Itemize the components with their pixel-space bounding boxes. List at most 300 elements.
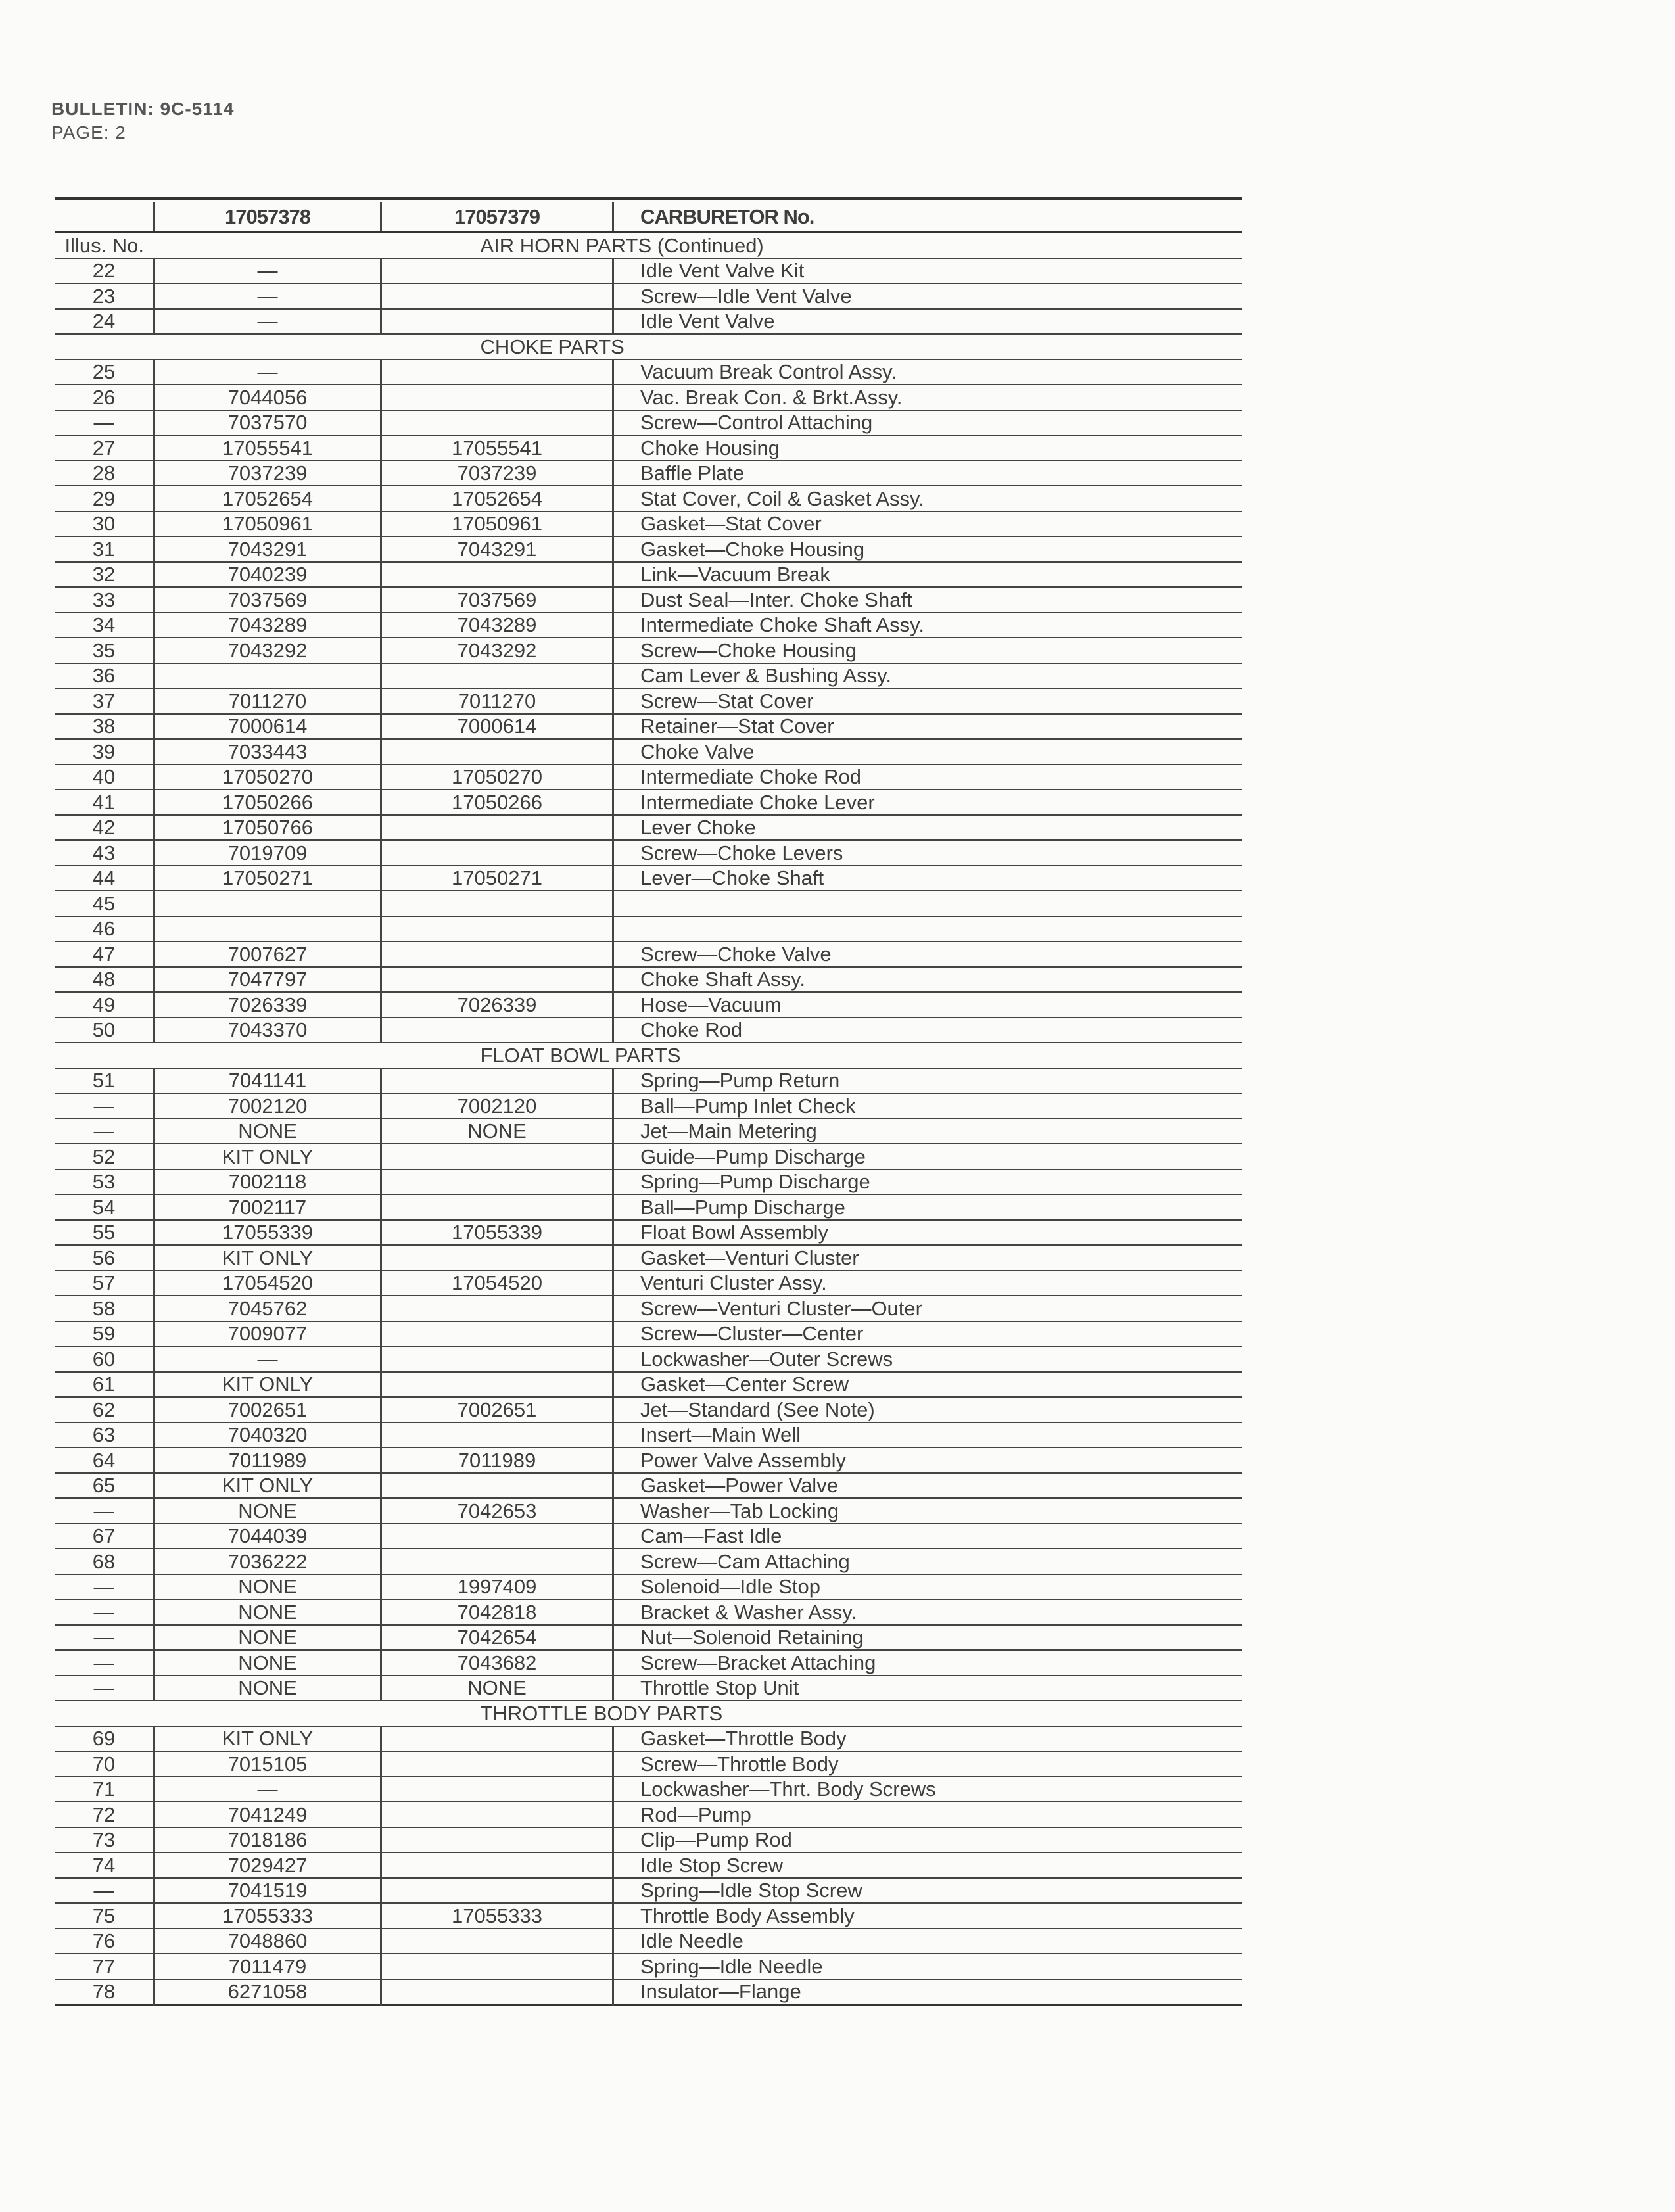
illus-no-cell: 41 [55, 789, 154, 815]
table-row [55, 992, 1242, 1018]
part-number-2-cell [381, 840, 613, 866]
table-row [55, 1574, 1242, 1600]
description-cell: Jet—Main Metering [613, 1119, 1242, 1144]
table-row [55, 587, 1242, 613]
part-number-2-cell [381, 1878, 613, 1904]
illus-no-cell: 78 [55, 1979, 154, 2005]
illus-no-cell: 44 [55, 866, 154, 891]
part-number-1-cell: 7000614 [154, 714, 381, 740]
illus-no-cell: 46 [55, 916, 154, 942]
part-number-1-cell: — [154, 360, 381, 385]
illus-no-cell: 25 [55, 360, 154, 385]
table-row [55, 1271, 1242, 1296]
table-row [55, 1903, 1242, 1929]
illus-no-cell: 56 [55, 1245, 154, 1271]
table-row [55, 511, 1242, 537]
part-number-2-cell [381, 309, 613, 335]
part-number-1-cell: 7002117 [154, 1194, 381, 1220]
illus-no-cell: 48 [55, 967, 154, 993]
table-row [55, 1018, 1242, 1043]
illus-no-cell: 65 [55, 1473, 154, 1499]
illus-no-cell [55, 1701, 154, 1726]
description-cell: Screw—Choke Levers [613, 840, 1242, 866]
table-row [55, 536, 1242, 562]
part-number-2-cell [381, 1372, 613, 1398]
description-cell: Screw—Bracket Attaching [613, 1650, 1242, 1676]
illus-no-cell: 70 [55, 1751, 154, 1777]
illus-no-cell: — [55, 1676, 154, 1701]
table-row [55, 1929, 1242, 1954]
illus-no-cell: 26 [55, 385, 154, 410]
description-cell: Lockwasher—Thrt. Body Screws [613, 1777, 1242, 1802]
section-header-row [55, 1701, 1242, 1726]
parts-table [55, 202, 1242, 2006]
description-cell: Screw—Choke Valve [613, 941, 1242, 967]
part-number-1-cell: 7011270 [154, 688, 381, 714]
part-number-1-cell: 7043289 [154, 613, 381, 638]
table-row [55, 663, 1242, 689]
part-number-1-cell: 7044039 [154, 1524, 381, 1549]
part-number-2-cell: 17052654 [381, 486, 613, 511]
table-row [55, 1296, 1242, 1321]
part-number-1-cell: 7019709 [154, 840, 381, 866]
part-number-2-cell [381, 1068, 613, 1094]
part-number-2-cell [381, 1524, 613, 1549]
description-cell: Intermediate Choke Rod [613, 765, 1242, 790]
section-title: FLOAT BOWL PARTS [154, 1043, 1242, 1068]
part-number-1-cell: 7011479 [154, 1954, 381, 1979]
illus-no-cell: 64 [55, 1447, 154, 1473]
description-cell: Throttle Stop Unit [613, 1676, 1242, 1701]
illus-no-cell: 32 [55, 562, 154, 588]
column-header-row [55, 202, 1242, 233]
part-number-2-cell [381, 1296, 613, 1321]
part-number-2-cell: 17050961 [381, 511, 613, 537]
table-row [55, 1321, 1242, 1347]
part-number-2-cell [381, 739, 613, 765]
section-header-row [55, 1043, 1242, 1068]
carburetor-1-number: 17057378 [154, 202, 381, 233]
part-number-2-cell: 17050266 [381, 789, 613, 815]
table-row [55, 840, 1242, 866]
table-row [55, 1068, 1242, 1094]
illus-no-cell: 77 [55, 1954, 154, 1979]
part-number-2-cell: 7043682 [381, 1650, 613, 1676]
part-number-2-cell: 7043292 [381, 638, 613, 663]
part-number-1-cell [154, 891, 381, 916]
table-row [55, 1194, 1242, 1220]
part-number-1-cell: 17054520 [154, 1271, 381, 1296]
illus-no-cell: — [55, 1878, 154, 1904]
part-number-1-cell: 7011989 [154, 1447, 381, 1473]
part-number-2-cell: 17054520 [381, 1271, 613, 1296]
table-row [55, 891, 1242, 916]
part-number-1-cell: 17050270 [154, 765, 381, 790]
part-number-1-cell: KIT ONLY [154, 1245, 381, 1271]
bulletin-number: BULLETIN: 9C-5114 [51, 99, 235, 119]
part-number-2-cell [381, 891, 613, 916]
part-number-1-cell: NONE [154, 1650, 381, 1676]
section-title: CHOKE PARTS [154, 334, 1242, 360]
part-number-2-cell [381, 1346, 613, 1372]
description-cell: Link—Vacuum Break [613, 562, 1242, 588]
part-number-2-cell: 7042654 [381, 1625, 613, 1651]
part-number-1-cell: 7036222 [154, 1549, 381, 1574]
illus-no-cell: 60 [55, 1346, 154, 1372]
part-number-1-cell: 7047797 [154, 967, 381, 993]
illus-no-cell: 33 [55, 587, 154, 613]
part-number-1-cell: 7044056 [154, 385, 381, 410]
illus-no-cell: 45 [55, 891, 154, 916]
description-cell: Lever Choke [613, 815, 1242, 841]
description-cell: Screw—Venturi Cluster—Outer [613, 1296, 1242, 1321]
part-number-1-cell: 7015105 [154, 1751, 381, 1777]
description-cell: Idle Vent Valve Kit [613, 258, 1242, 284]
part-number-1-cell [154, 663, 381, 689]
illus-no-cell: — [55, 1625, 154, 1651]
part-number-1-cell: 7026339 [154, 992, 381, 1018]
part-number-2-cell [381, 1549, 613, 1574]
illus-no-cell: — [55, 1574, 154, 1600]
part-number-1-cell: 17050766 [154, 815, 381, 841]
part-number-1-cell: NONE [154, 1574, 381, 1600]
table-row [55, 1954, 1242, 1979]
part-number-1-cell: NONE [154, 1676, 381, 1701]
description-cell: Intermediate Choke Lever [613, 789, 1242, 815]
part-number-2-cell [381, 1852, 613, 1878]
illus-no-cell: 31 [55, 536, 154, 562]
part-number-2-cell [381, 815, 613, 841]
table-row [55, 1599, 1242, 1625]
part-number-2-cell [381, 1473, 613, 1499]
part-number-2-cell: 17050271 [381, 866, 613, 891]
part-number-2-cell [381, 1245, 613, 1271]
part-number-1-cell: 7002651 [154, 1397, 381, 1423]
illus-no-cell: 27 [55, 435, 154, 461]
description-cell: Washer—Tab Locking [613, 1498, 1242, 1524]
description-cell: Clip—Pump Rod [613, 1827, 1242, 1853]
part-number-1-cell: NONE [154, 1599, 381, 1625]
part-number-1-cell: 17055541 [154, 435, 381, 461]
part-number-2-cell: 7002651 [381, 1397, 613, 1423]
illus-no-cell: 34 [55, 613, 154, 638]
part-number-2-cell [381, 1802, 613, 1827]
table-row [55, 258, 1242, 284]
part-number-2-cell [381, 385, 613, 410]
description-cell: Screw—Stat Cover [613, 688, 1242, 714]
part-number-1-cell: KIT ONLY [154, 1473, 381, 1499]
description-cell: Baffle Plate [613, 461, 1242, 486]
part-number-2-cell: 17055541 [381, 435, 613, 461]
part-number-2-cell: 7043291 [381, 536, 613, 562]
illus-no-cell: 63 [55, 1423, 154, 1448]
description-cell: Vacuum Break Control Assy. [613, 360, 1242, 385]
part-number-1-cell: 7041519 [154, 1878, 381, 1904]
part-number-1-cell: 7048860 [154, 1929, 381, 1954]
table-row [55, 815, 1242, 841]
table-row [55, 613, 1242, 638]
part-number-2-cell: 7037239 [381, 461, 613, 486]
illus-no-cell: 75 [55, 1903, 154, 1929]
part-number-2-cell: 7026339 [381, 992, 613, 1018]
description-cell: Spring—Idle Needle [613, 1954, 1242, 1979]
description-cell: Vac. Break Con. & Brkt.Assy. [613, 385, 1242, 410]
illus-no-cell: 76 [55, 1929, 154, 1954]
part-number-2-cell: 7042818 [381, 1599, 613, 1625]
part-number-1-cell: 7037569 [154, 587, 381, 613]
part-number-2-cell: NONE [381, 1119, 613, 1144]
illus-no-cell: 58 [55, 1296, 154, 1321]
description-cell: Spring—Pump Return [613, 1068, 1242, 1094]
illus-no-cell: 36 [55, 663, 154, 689]
part-number-2-cell: 17055333 [381, 1903, 613, 1929]
part-number-1-cell: — [154, 1777, 381, 1802]
description-cell: Screw—Cluster—Center [613, 1321, 1242, 1347]
part-number-2-cell: NONE [381, 1676, 613, 1701]
part-number-1-cell: — [154, 283, 381, 309]
part-number-2-cell [381, 1954, 613, 1979]
part-number-1-cell: — [154, 1346, 381, 1372]
part-number-1-cell: KIT ONLY [154, 1144, 381, 1169]
illus-no-cell: 37 [55, 688, 154, 714]
description-cell: Screw—Control Attaching [613, 410, 1242, 436]
carburetor-label: CARBURETOR No. [613, 202, 1242, 233]
header-blank-cell [55, 202, 154, 233]
part-number-1-cell: 7043291 [154, 536, 381, 562]
part-number-2-cell [381, 1929, 613, 1954]
illus-no-cell: 23 [55, 283, 154, 309]
illus-no-cell: 51 [55, 1068, 154, 1094]
table-row [55, 410, 1242, 436]
illus-no-cell: 52 [55, 1144, 154, 1169]
illus-no-cell: 40 [55, 765, 154, 790]
part-number-2-cell [381, 967, 613, 993]
illus-no-cell: — [55, 1498, 154, 1524]
part-number-1-cell: 17050266 [154, 789, 381, 815]
illus-no-cell: 61 [55, 1372, 154, 1398]
description-cell: Venturi Cluster Assy. [613, 1271, 1242, 1296]
part-number-1-cell: 7009077 [154, 1321, 381, 1347]
table-row [55, 1245, 1242, 1271]
part-number-2-cell: 7011270 [381, 688, 613, 714]
illus-no-cell: 35 [55, 638, 154, 663]
table-row [55, 1524, 1242, 1549]
table-row [55, 714, 1242, 740]
description-cell: Screw—Throttle Body [613, 1751, 1242, 1777]
part-number-2-cell [381, 941, 613, 967]
table-row [55, 765, 1242, 790]
part-number-1-cell: — [154, 309, 381, 335]
part-number-1-cell: 7033443 [154, 739, 381, 765]
part-number-1-cell: 7002118 [154, 1169, 381, 1195]
illus-no-cell: 39 [55, 739, 154, 765]
description-cell: Lever—Choke Shaft [613, 866, 1242, 891]
description-cell: Choke Rod [613, 1018, 1242, 1043]
part-number-2-cell [381, 1194, 613, 1220]
part-number-1-cell: — [154, 258, 381, 284]
description-cell: Nut—Solenoid Retaining [613, 1625, 1242, 1651]
illus-no-cell: 28 [55, 461, 154, 486]
illus-no-cell: 71 [55, 1777, 154, 1802]
illus-no-cell: 49 [55, 992, 154, 1018]
illus-no-cell: 69 [55, 1726, 154, 1752]
part-number-2-cell [381, 1423, 613, 1448]
part-number-1-cell: 7002120 [154, 1093, 381, 1119]
carburetor-2-number: 17057379 [381, 202, 613, 233]
illus-no-cell [55, 334, 154, 360]
table-row [55, 1423, 1242, 1448]
illus-no-cell: 74 [55, 1852, 154, 1878]
part-number-1-cell: 6271058 [154, 1979, 381, 2005]
table-row [55, 1220, 1242, 1246]
section-header-row [55, 334, 1242, 360]
table-row [55, 1650, 1242, 1676]
illus-no-cell: 42 [55, 815, 154, 841]
description-cell: Screw—Cam Attaching [613, 1549, 1242, 1574]
description-cell: Gasket—Choke Housing [613, 536, 1242, 562]
description-cell: Gasket—Stat Cover [613, 511, 1242, 537]
section-header-row [55, 233, 1242, 258]
part-number-1-cell: 7041141 [154, 1068, 381, 1094]
part-number-2-cell [381, 283, 613, 309]
part-number-2-cell [381, 360, 613, 385]
part-number-2-cell [381, 1726, 613, 1752]
description-cell: Gasket—Power Valve [613, 1473, 1242, 1499]
description-cell: Idle Stop Screw [613, 1852, 1242, 1878]
description-cell: Screw—Choke Housing [613, 638, 1242, 663]
description-cell: Lockwasher—Outer Screws [613, 1346, 1242, 1372]
description-cell: Gasket—Venturi Cluster [613, 1245, 1242, 1271]
table-row [55, 1878, 1242, 1904]
description-cell: Jet—Standard (See Note) [613, 1397, 1242, 1423]
part-number-1-cell: 7041249 [154, 1802, 381, 1827]
table-row [55, 638, 1242, 663]
description-cell: Intermediate Choke Shaft Assy. [613, 613, 1242, 638]
description-cell: Ball—Pump Inlet Check [613, 1093, 1242, 1119]
part-number-2-cell [381, 258, 613, 284]
description-cell: Guide—Pump Discharge [613, 1144, 1242, 1169]
table-row [55, 1397, 1242, 1423]
illus-no-cell: Illus. No. [55, 233, 154, 258]
description-cell: Dust Seal—Inter. Choke Shaft [613, 587, 1242, 613]
part-number-2-cell [381, 1777, 613, 1802]
part-number-2-cell [381, 562, 613, 588]
description-cell: Idle Vent Valve [613, 309, 1242, 335]
illus-no-cell: 57 [55, 1271, 154, 1296]
part-number-1-cell: 7018186 [154, 1827, 381, 1853]
part-number-1-cell: 7029427 [154, 1852, 381, 1878]
table-row [55, 1852, 1242, 1878]
part-number-1-cell: 7040320 [154, 1423, 381, 1448]
illus-no-cell [55, 1043, 154, 1068]
illus-no-cell: 53 [55, 1169, 154, 1195]
part-number-2-cell [381, 1827, 613, 1853]
section-title: AIR HORN PARTS (Continued) [154, 233, 1242, 258]
illus-no-cell: 38 [55, 714, 154, 740]
part-number-1-cell: KIT ONLY [154, 1726, 381, 1752]
description-cell: Idle Needle [613, 1929, 1242, 1954]
table-row [55, 688, 1242, 714]
table-row [55, 1777, 1242, 1802]
table-row [55, 283, 1242, 309]
table-row [55, 789, 1242, 815]
description-cell: Throttle Body Assembly [613, 1903, 1242, 1929]
description-cell: Solenoid—Idle Stop [613, 1574, 1242, 1600]
part-number-2-cell [381, 410, 613, 436]
table-row [55, 461, 1242, 486]
part-number-2-cell: 17055339 [381, 1220, 613, 1246]
part-number-1-cell [154, 916, 381, 942]
illus-no-cell: 67 [55, 1524, 154, 1549]
illus-no-cell: 55 [55, 1220, 154, 1246]
part-number-1-cell: 17055333 [154, 1903, 381, 1929]
part-number-2-cell: 1997409 [381, 1574, 613, 1600]
table-row [55, 385, 1242, 410]
illus-no-cell: 72 [55, 1802, 154, 1827]
table-row [55, 1169, 1242, 1195]
part-number-1-cell: 17055339 [154, 1220, 381, 1246]
page-number: PAGE: 2 [51, 122, 126, 143]
part-number-2-cell: 7011989 [381, 1447, 613, 1473]
table-row [55, 1498, 1242, 1524]
table-row [55, 941, 1242, 967]
description-cell: Insulator—Flange [613, 1979, 1242, 2005]
part-number-2-cell: 17050270 [381, 765, 613, 790]
description-cell [613, 891, 1242, 916]
part-number-2-cell [381, 1169, 613, 1195]
part-number-1-cell: 7037570 [154, 410, 381, 436]
table-row [55, 486, 1242, 511]
part-number-1-cell: 7007627 [154, 941, 381, 967]
description-cell: Rod—Pump [613, 1802, 1242, 1827]
part-number-2-cell [381, 1321, 613, 1347]
part-number-2-cell: 7037569 [381, 587, 613, 613]
table-row [55, 1549, 1242, 1574]
illus-no-cell: 22 [55, 258, 154, 284]
table-row [55, 562, 1242, 588]
part-number-2-cell [381, 1018, 613, 1043]
illus-no-cell: — [55, 1119, 154, 1144]
illus-no-cell: 62 [55, 1397, 154, 1423]
description-cell: Hose—Vacuum [613, 992, 1242, 1018]
part-number-1-cell: 17052654 [154, 486, 381, 511]
table-row [55, 1751, 1242, 1777]
part-number-2-cell [381, 1144, 613, 1169]
description-cell: Retainer—Stat Cover [613, 714, 1242, 740]
table-row [55, 1093, 1242, 1119]
table-row [55, 1119, 1242, 1144]
illus-no-cell: 73 [55, 1827, 154, 1853]
part-number-1-cell: 7045762 [154, 1296, 381, 1321]
table-row [55, 916, 1242, 942]
description-cell: Power Valve Assembly [613, 1447, 1242, 1473]
table-row [55, 1447, 1242, 1473]
part-number-2-cell: 7000614 [381, 714, 613, 740]
part-number-1-cell: 7040239 [154, 562, 381, 588]
description-cell: Float Bowl Assembly [613, 1220, 1242, 1246]
description-cell: Ball—Pump Discharge [613, 1194, 1242, 1220]
description-cell: Cam Lever & Bushing Assy. [613, 663, 1242, 689]
part-number-2-cell: 7042653 [381, 1498, 613, 1524]
illus-no-cell: 30 [55, 511, 154, 537]
illus-no-cell: 43 [55, 840, 154, 866]
part-number-2-cell [381, 916, 613, 942]
part-number-1-cell: NONE [154, 1625, 381, 1651]
table-row [55, 1802, 1242, 1827]
part-number-2-cell [381, 1979, 613, 2005]
part-number-1-cell: 17050271 [154, 866, 381, 891]
illus-no-cell: 50 [55, 1018, 154, 1043]
